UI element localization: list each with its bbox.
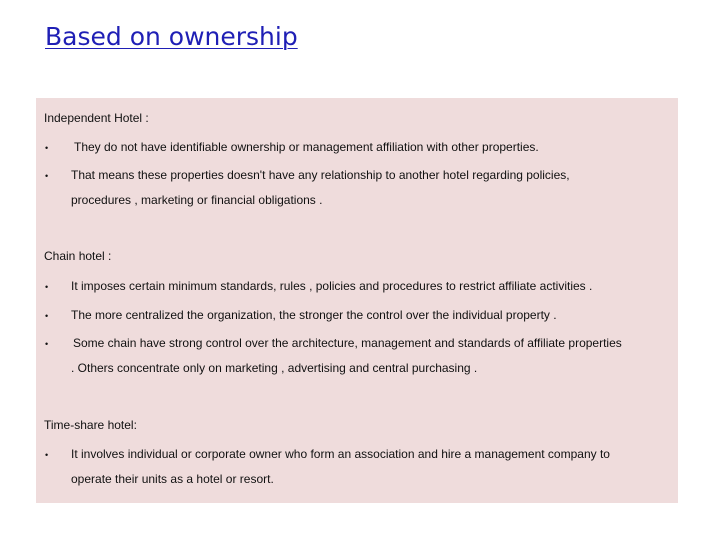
- bullet-text: It involves individual or corporate owner who form an association and hire a management company to: [71, 447, 610, 461]
- bullet-marker: •: [45, 450, 49, 460]
- bullet-text-continuation: . Others concentrate only on marketing , advertising and central purchasing .: [71, 361, 478, 375]
- bullet-marker: •: [45, 282, 49, 292]
- content-box: [36, 98, 678, 503]
- bullet-text: The more centralized the organization, the stronger the control over the individual property .: [71, 308, 557, 322]
- bullet-text-continuation: operate their units as a hotel or resort.: [71, 472, 274, 486]
- bullet-marker: •: [45, 143, 49, 153]
- bullet-text: It imposes certain minimum standards, rules , policies and procedures to restrict affiliate activities .: [71, 279, 593, 293]
- section-heading-time-share-hotel: Time-share hotel:: [44, 418, 137, 432]
- bullet-text: They do not have identifiable ownership or management affiliation with other properties.: [74, 140, 539, 154]
- page-title: Based on ownership: [45, 22, 298, 51]
- section-heading-chain-hotel: Chain hotel :: [44, 249, 112, 263]
- section-heading-independent-hotel: Independent Hotel :: [44, 111, 149, 125]
- bullet-marker: •: [45, 311, 49, 321]
- bullet-text-continuation: procedures , marketing or financial obligations .: [71, 193, 323, 207]
- bullet-text: Some chain have strong control over the architecture, management and standards of affiliate properties: [73, 336, 622, 350]
- bullet-marker: •: [45, 171, 49, 181]
- bullet-marker: •: [45, 339, 49, 349]
- bullet-text: That means these properties doesn't have any relationship to another hotel regarding policies,: [71, 168, 570, 182]
